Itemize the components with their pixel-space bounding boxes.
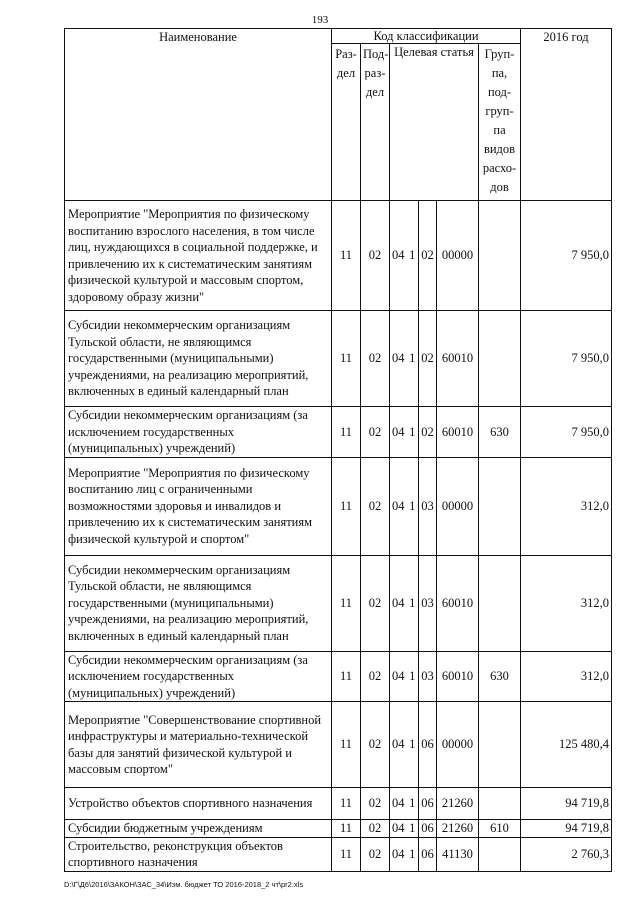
row-name: Строительство, реконструкция объектов спортивного назначения <box>65 837 332 871</box>
row-cs-event: 06 <box>419 788 437 820</box>
row-vid <box>479 311 521 407</box>
row-cs-event: 02 <box>419 407 437 458</box>
table-row <box>65 311 612 407</box>
row-podrazdel: 02 <box>361 407 390 458</box>
row-vid <box>479 457 521 555</box>
row-cs-event: 02 <box>419 311 437 407</box>
row-podrazdel: 02 <box>361 555 390 651</box>
row-cs-type: 1 <box>407 201 419 311</box>
page-number: 193 <box>311 14 329 26</box>
row-name: Субсидии некоммерческим организациям (за исключением государственных (муниципальных) учреждений) <box>65 407 332 458</box>
row-amount: 7 950,0 <box>521 311 612 407</box>
row-name: Мероприятие "Мероприятия по физическому воспитанию лиц с ограниченными возможностями здоровья и инвалидов и привлечению их к систематическим занятиям физической культурой и спортом" <box>65 457 332 555</box>
row-podrazdel: 02 <box>361 837 390 871</box>
row-cs-program: 04 <box>390 837 407 871</box>
row-name: Мероприятие "Мероприятия по физическому воспитанию взрослого населения, в том числе лиц, нуждающихся в социальной поддержке, и привлечению их к систематическим занятиям физической культурой и массовым спортом, здоровому образу жизни" <box>65 201 332 311</box>
table-row <box>65 837 612 871</box>
header-year: 2016 год <box>521 29 612 201</box>
row-cs-event: 06 <box>419 837 437 871</box>
row-vid <box>479 555 521 651</box>
row-name: Субсидии некоммерческим организациям Тульской области, не являющимся государственными (муниципальными) учреждениями, на реализацию мероприятий, включенных в единый календарный план <box>65 555 332 651</box>
row-razdel: 11 <box>332 457 361 555</box>
row-vid <box>479 788 521 820</box>
row-cs-direction: 60010 <box>437 651 479 702</box>
row-cs-type: 1 <box>407 555 419 651</box>
row-razdel: 11 <box>332 820 361 838</box>
row-vid: 610 <box>479 820 521 838</box>
row-cs-type: 1 <box>407 457 419 555</box>
row-razdel: 11 <box>332 201 361 311</box>
row-cs-program: 04 <box>390 820 407 838</box>
row-podrazdel: 02 <box>361 311 390 407</box>
row-cs-program: 04 <box>390 311 407 407</box>
row-razdel: 11 <box>332 407 361 458</box>
row-cs-direction: 00000 <box>437 702 479 788</box>
row-razdel: 11 <box>332 788 361 820</box>
header-razdel: Раз- дел <box>332 44 361 201</box>
row-vid <box>479 702 521 788</box>
table-row <box>65 201 612 311</box>
row-cs-event: 03 <box>419 457 437 555</box>
row-razdel: 11 <box>332 702 361 788</box>
row-cs-program: 04 <box>390 555 407 651</box>
row-amount: 312,0 <box>521 457 612 555</box>
row-cs-type: 1 <box>407 837 419 871</box>
row-cs-event: 06 <box>419 702 437 788</box>
row-cs-type: 1 <box>407 820 419 838</box>
row-podrazdel: 02 <box>361 201 390 311</box>
row-cs-direction: 00000 <box>437 457 479 555</box>
row-cs-direction: 60010 <box>437 311 479 407</box>
row-cs-program: 04 <box>390 457 407 555</box>
table-row <box>65 788 612 820</box>
row-amount: 7 950,0 <box>521 407 612 458</box>
row-cs-program: 04 <box>390 651 407 702</box>
header-code: Код классификации <box>332 29 521 44</box>
row-cs-type: 1 <box>407 651 419 702</box>
row-cs-type: 1 <box>407 702 419 788</box>
row-cs-type: 1 <box>407 788 419 820</box>
table-row <box>65 820 612 838</box>
row-amount: 312,0 <box>521 555 612 651</box>
row-cs-event: 02 <box>419 201 437 311</box>
row-cs-type: 1 <box>407 407 419 458</box>
row-amount: 7 950,0 <box>521 201 612 311</box>
table-row <box>65 702 612 788</box>
row-name: Субсидии некоммерческим организациям (за исключением государственных (муниципальных) учреждений) <box>65 651 332 702</box>
row-vid <box>479 837 521 871</box>
row-amount: 94 719,8 <box>521 788 612 820</box>
row-name: Субсидии некоммерческим организациям Тульской области, не являющимся государственными (муниципальными) учреждениями, на реализацию мероприятий, включенных в единый календарный план <box>65 311 332 407</box>
row-cs-direction: 41130 <box>437 837 479 871</box>
row-cs-type: 1 <box>407 311 419 407</box>
row-podrazdel: 02 <box>361 820 390 838</box>
row-cs-program: 04 <box>390 407 407 458</box>
row-cs-event: 03 <box>419 651 437 702</box>
header-podrazdel: Под- раз- дел <box>361 44 390 201</box>
row-cs-event: 03 <box>419 555 437 651</box>
row-amount: 94 719,8 <box>521 820 612 838</box>
row-name: Устройство объектов спортивного назначения <box>65 788 332 820</box>
row-podrazdel: 02 <box>361 702 390 788</box>
header-celevaya: Целевая статья <box>390 44 479 201</box>
row-cs-direction: 60010 <box>437 407 479 458</box>
row-razdel: 11 <box>332 311 361 407</box>
row-amount: 2 760,3 <box>521 837 612 871</box>
table-row <box>65 457 612 555</box>
header-gruppa: Груп- па, под- груп- па видов расхо- дов <box>479 44 521 201</box>
row-cs-event: 06 <box>419 820 437 838</box>
row-podrazdel: 02 <box>361 788 390 820</box>
row-amount: 312,0 <box>521 651 612 702</box>
row-cs-program: 04 <box>390 201 407 311</box>
file-path-footer: D:\Г\Д6\2016\ЗАКОН\ЗАС_34\Изм. бюджет ТО 2016-2018_2 чт\pr2.xls <box>64 880 304 889</box>
row-cs-program: 04 <box>390 702 407 788</box>
row-razdel: 11 <box>332 651 361 702</box>
row-podrazdel: 02 <box>361 651 390 702</box>
table-row <box>65 555 612 651</box>
header-row <box>65 29 612 44</box>
row-cs-program: 04 <box>390 788 407 820</box>
table-row <box>65 407 612 458</box>
row-vid: 630 <box>479 407 521 458</box>
header-name: Наименование <box>65 29 332 201</box>
row-name: Мероприятие "Совершенствование спортивной инфраструктуры и материально-технической базы для занятий физической культурой и массовым спортом" <box>65 702 332 788</box>
row-amount: 125 480,4 <box>521 702 612 788</box>
row-vid: 630 <box>479 651 521 702</box>
row-cs-direction: 21260 <box>437 820 479 838</box>
table-row <box>65 651 612 702</box>
budget-table <box>64 28 612 872</box>
row-cs-direction: 60010 <box>437 555 479 651</box>
row-vid <box>479 201 521 311</box>
row-cs-direction: 00000 <box>437 201 479 311</box>
row-name: Субсидии бюджетным учреждениям <box>65 820 332 838</box>
row-cs-direction: 21260 <box>437 788 479 820</box>
row-razdel: 11 <box>332 837 361 871</box>
row-razdel: 11 <box>332 555 361 651</box>
row-podrazdel: 02 <box>361 457 390 555</box>
